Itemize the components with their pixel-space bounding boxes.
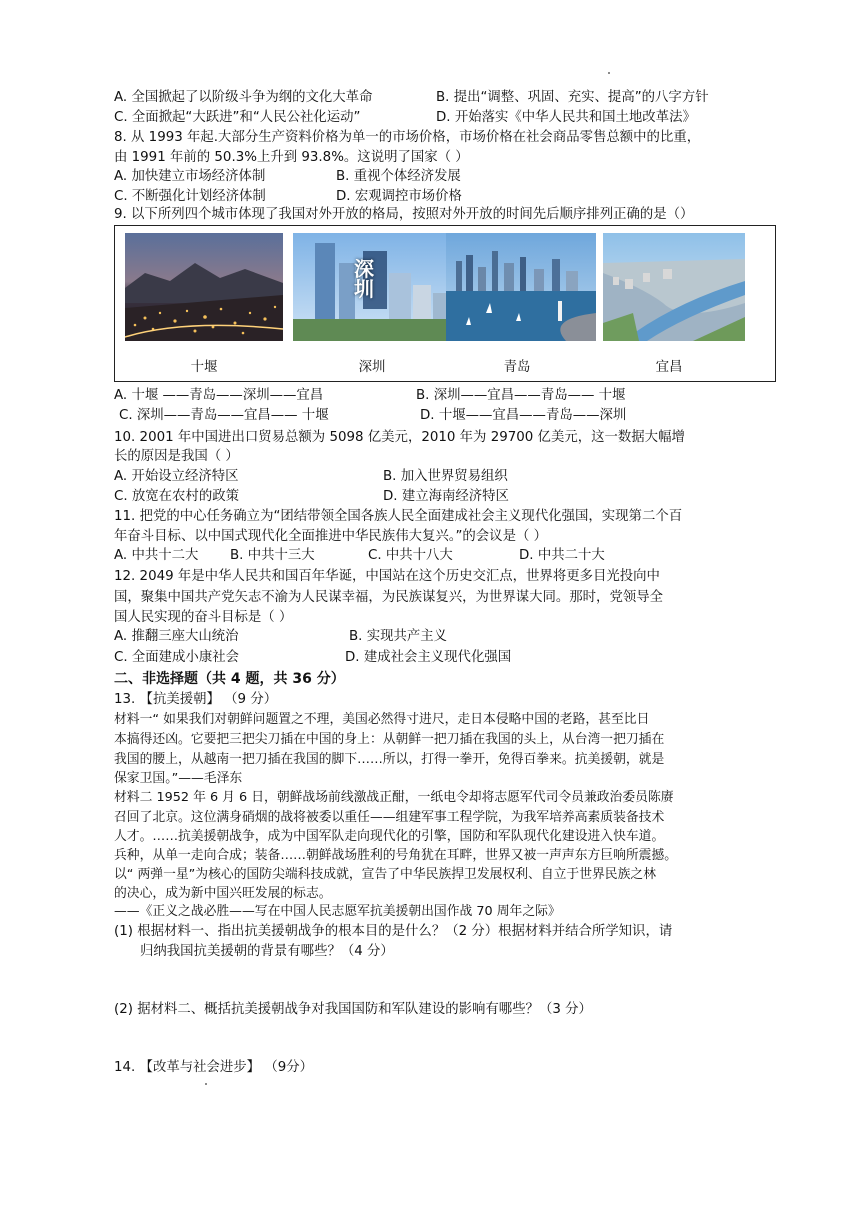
q13-material2-line-2: 召回了北京。这位满身硝烟的战将被委以重任——组建军事工程学院，为我军培养高素质装备技术 — [114, 810, 665, 825]
q13-source: ——《正义之战必胜——写在中国人民志愿军抗美援朝出国作战 70 周年之际》 — [114, 904, 561, 919]
q12-stem-line-3: 国人民实现的奋斗目标是（ ） — [114, 610, 293, 625]
qingdao-photo — [446, 233, 604, 341]
q12-option-c: C. 全面建成小康社会 — [114, 650, 239, 665]
q9-stem: 9. 以下所列四个城市体现了我国对外开放的格局，按照对外开放的时间先后顺序排列正确的是（） — [114, 207, 694, 222]
city-label-shenzhen: 深圳 — [358, 360, 386, 375]
q7-option-b: B. 提出“调整、巩固、充实、提高”的八字方针 — [436, 90, 709, 105]
section-heading: 二、非选择题（共 4 题，共 36 分） — [114, 671, 345, 687]
city-label-yichang: 宜昌 — [655, 360, 683, 375]
q9-option-b: B. 深圳——宜昌——青岛—— 十堰 — [416, 388, 626, 403]
q13-sub2: (2) 据材料二、概括抗美援朝战争对我国国防和军队建设的影响有哪些？（3 分） — [114, 1002, 592, 1017]
q13-material1-line-2: 本搞得还凶。它要把三把尖刀插在中国的身上：从朝鲜一把刀插在我国的头上，从台湾一把刀插在 — [114, 732, 665, 747]
city-photos-box — [114, 225, 776, 382]
q13-material2-line-1: 材料二 1952 年 6 月 6 日，朝鲜战场前线激战正酣，一纸电令却将志愿军代司令员兼政治委员陈赓 — [114, 790, 674, 805]
q7-option-a: A. 全国掀起了以阶级斗争为纲的文化大革命 — [114, 90, 373, 105]
q8-stem-line-1: 8. 从 1993 年起.大部分生产资料价格为单一的市场价格，市场价格在社会商品零售总额中的比重， — [114, 130, 701, 145]
q13-material2-line-6: 的决心，成为新中国兴旺发展的标志。 — [114, 886, 332, 901]
shenzhen-photo — [293, 233, 451, 341]
q10-stem-line-1: 10. 2001 年中国进出口贸易总额为 5098 亿美元，2010 年为 29700 亿美元，这一数据大幅增 — [114, 430, 685, 445]
q11-stem-line-1: 11. 把党的中心任务确立为“团结带领全国各族人民全面建成社会主义现代化强国，实现第二个百 — [114, 509, 683, 524]
q13-material2-line-3: 人才。……抗美援朝战争，成为中国军队走向现代化的引擎，国防和军队现代化建设进入快车道。 — [114, 829, 665, 844]
q13-sub1-line-2: 归纳我国抗美援朝的背景有哪些？（4 分） — [140, 944, 394, 959]
city-label-shiyan: 十堰 — [190, 360, 218, 375]
q11-option-c: C. 中共十八大 — [368, 548, 453, 563]
q13-sub1-line-1: (1) 根据材料一、指出抗美援朝战争的根本目的是什么？（2 分）根据材料并结合所学知识，请 — [114, 924, 673, 939]
q11-option-b: B. 中共十三大 — [230, 548, 315, 563]
q11-option-a: A. 中共十二大 — [114, 548, 199, 563]
q12-option-b: B. 实现共产主义 — [349, 629, 448, 644]
q10-option-c: C. 放宽在农村的政策 — [114, 489, 239, 504]
q10-stem-line-2: 长的原因是我国（ ） — [114, 449, 239, 464]
q13-material1-line-4: 保家卫国。”——毛泽东 — [114, 771, 243, 786]
q10-option-d: D. 建立海南经济特区 — [383, 489, 509, 504]
q9-option-d: D. 十堰——宜昌——青岛——深圳 — [420, 408, 627, 423]
q14-title: 14. 【改革与社会进步】 （9分） — [114, 1060, 314, 1075]
q8-option-c: C. 不断强化计划经济体制 — [114, 189, 266, 204]
q12-stem-line-1: 12. 2049 年是中华人民共和国百年华诞，中国站在这个历史交汇点，世界将更多目光投向中 — [114, 569, 660, 584]
q11-stem-line-2: 年奋斗目标、以中国式现代化全面推进中华民族伟大复兴。”的会议是（ ） — [114, 529, 547, 544]
shiyan-photo — [125, 233, 283, 341]
yichang-photo — [603, 233, 745, 341]
q10-option-b: B. 加入世界贸易组织 — [383, 469, 508, 484]
q8-option-d: D. 宏观调控市场价格 — [336, 189, 462, 204]
scan-mark — [205, 1083, 207, 1085]
q9-option-c: C. 深圳——青岛——宜昌—— 十堰 — [119, 408, 329, 423]
q8-option-b: B. 重视个体经济发展 — [336, 169, 461, 184]
shenzhen-photo-caption: 深圳 — [354, 257, 374, 301]
scan-mark — [608, 72, 610, 74]
q12-option-a: A. 推翻三座大山统治 — [114, 629, 239, 644]
q10-option-a: A. 开始设立经济特区 — [114, 469, 239, 484]
q7-option-c: C. 全面掀起“大跃进”和“人民公社化运动” — [114, 110, 361, 125]
q13-material1-line-1: 材料一“ 如果我们对朝鲜问题置之不理，美国必然得寸进尺，走日本侵略中国的老路，甚至比日 — [114, 712, 650, 727]
q8-option-a: A. 加快建立市场经济体制 — [114, 169, 266, 184]
q13-material2-line-5: 以“ 两弹一星”为核心的国防尖端科技成就，宣告了中华民族捍卫发展权利、自立于世界民族之林 — [114, 867, 656, 882]
q9-option-a: A. 十堰 ——青岛——深圳——宜昌 — [114, 388, 324, 403]
q12-stem-line-2: 国，聚集中国共产党矢志不渝为人民谋幸福，为民族谋复兴，为世界谋大同。那时，党领导全 — [114, 590, 664, 605]
q13-material2-line-4: 兵种，从单一走向合成；装备……朝鲜战场胜利的号角犹在耳畔，世界又被一声声东方巨响所震撼。 — [114, 848, 678, 863]
q7-option-d: D. 开始落实《中华人民共和国土地改革法》 — [436, 110, 696, 125]
q8-stem-line-2: 由 1991 年前的 50.3%上升到 93.8%。这说明了国家（ ） — [114, 150, 469, 165]
q11-option-d: D. 中共二十大 — [519, 548, 605, 563]
q13-title: 13. 【抗美援朝】 （9 分） — [114, 692, 278, 707]
q13-material1-line-3: 我国的腰上，从越南一把刀插在我国的脚下……所以，打得一拳开，免得百拳来。抗美援朝，就是 — [114, 752, 665, 767]
q12-option-d: D. 建成社会主义现代化强国 — [345, 650, 512, 665]
city-label-qingdao: 青岛 — [503, 360, 531, 375]
